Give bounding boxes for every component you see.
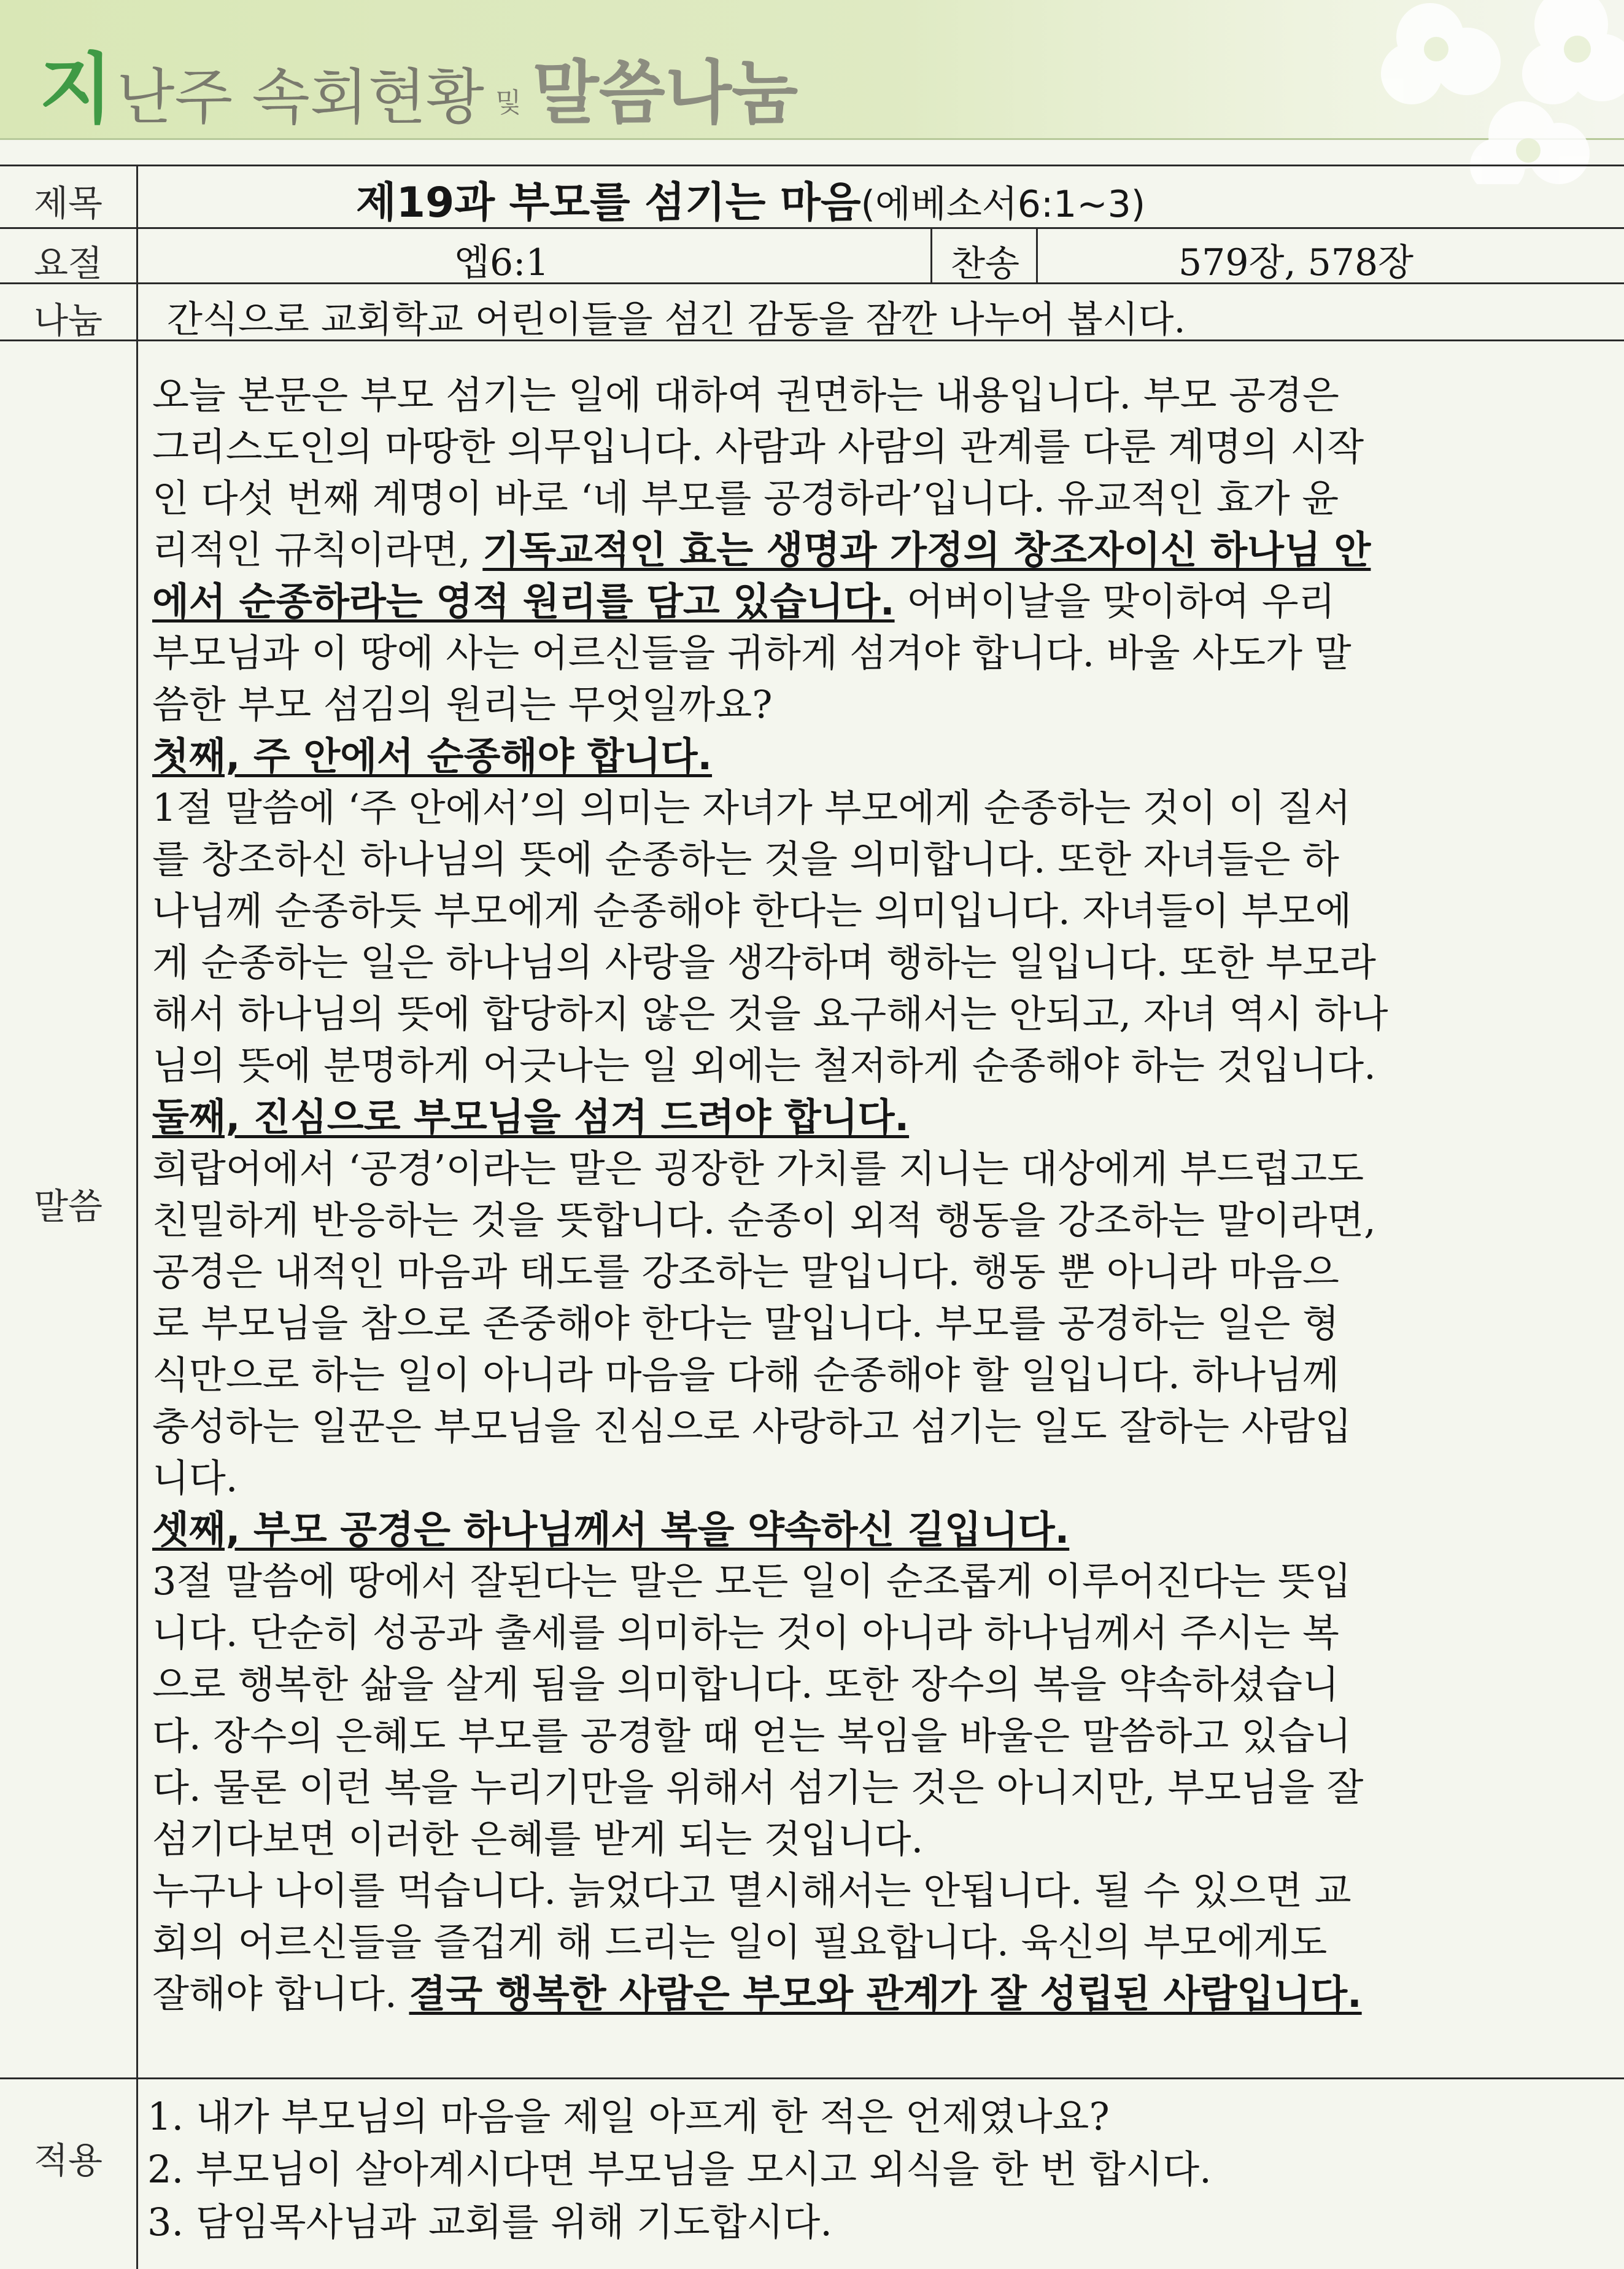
body-line: 다. 장수의 은혜도 부모를 공경할 때 얻는 복임을 바울은 말씀하고 있습니 xyxy=(152,1713,1351,1758)
content-table xyxy=(0,141,1624,2269)
emphasis-text: 에서 순종하라는 영적 원리를 담고 있습니다. xyxy=(152,579,895,624)
body-text: 어버이날을 맞이하여 우리 xyxy=(894,579,1336,624)
apply-item: 1. 내가 부모님의 마음을 제일 아프게 한 적은 언제였나요? xyxy=(147,2094,1110,2139)
body-line: 오늘 본문은 부모 섬기는 일에 대하여 권면하는 내용입니다. 부모 공경은 xyxy=(152,373,1339,417)
row-label-title: 제목 xyxy=(33,182,103,224)
hymn-label: 찬송 xyxy=(950,242,1020,284)
emphasis-text: 기독교적인 효는 생명과 가정의 창조자이신 하나님 안 xyxy=(482,527,1371,572)
body-line: 공경은 내적인 마음과 태도를 강조하는 말입니다. 행동 뿐 아니라 마음으 xyxy=(152,1249,1339,1294)
body-line: 를 창조하신 하나님의 뜻에 순종하는 것을 의미합니다. 또한 자녀들은 하 xyxy=(152,837,1339,882)
body-line: 니다. 단순히 성공과 출세를 의미하는 것이 아니라 하나님께서 주시는 복 xyxy=(152,1610,1339,1655)
table-rule xyxy=(1036,227,1038,284)
body-line xyxy=(152,576,1582,627)
body-line: 씀한 부모 섬김의 원리는 무엇일까요? xyxy=(152,682,773,727)
section-heading: 둘째, 진심으로 부모님을 섬겨 드려야 합니다. xyxy=(152,1095,910,1139)
apply-item: 3. 담임목사님과 교회를 위해 기도합시다. xyxy=(147,2200,832,2244)
row-label-verse: 요절 xyxy=(33,242,103,284)
memory-verse-value: 엡6:1 xyxy=(454,241,549,284)
body-text: 잘해야 합니다. xyxy=(152,1971,409,2016)
body-line: 섬기다보면 이러한 은혜를 받게 되는 것입니다. xyxy=(152,1817,924,1861)
body-line: 게 순종하는 일은 하나님의 사랑을 생각하며 행하는 일입니다. 또한 부모라 xyxy=(152,940,1376,985)
body-line: 희랍어에서 ‘공경’이라는 말은 굉장한 가치를 지니는 대상에게 부드럽고도 xyxy=(152,1146,1364,1191)
table-rule xyxy=(136,165,138,2269)
header-title-text: 난주 속회현황 xyxy=(116,63,484,133)
apply-item: 2. 부모님이 살아계시다면 부모님을 모시고 외식을 한 번 합시다. xyxy=(147,2147,1212,2192)
table-rule xyxy=(0,165,1624,166)
lesson-title-main: 제19과 부모를 섬기는 마음 xyxy=(356,179,861,227)
hymn-value: 579장, 578장 xyxy=(1178,241,1414,284)
row-label-share: 나눔 xyxy=(33,300,103,341)
body-line: 그리스도인의 마땅한 의무입니다. 사람과 사람의 관계를 다룬 계명의 시작 xyxy=(152,424,1364,469)
body-line: 부모님과 이 땅에 사는 어르신들을 귀하게 섬겨야 합니다. 바울 사도가 말 xyxy=(152,630,1351,675)
body-line: 1절 말씀에 ‘주 안에서’의 의미는 자녀가 부모에게 순종하는 것이 이 질서 xyxy=(152,785,1351,830)
body-line: 친밀하게 반응하는 것을 뜻합니다. 순종이 외적 행동을 강조하는 말이라면, xyxy=(152,1198,1376,1243)
body-line xyxy=(152,524,1582,576)
lesson-title-reference: (에베소서6:1~3) xyxy=(860,183,1146,226)
row-label-word: 말씀 xyxy=(33,1185,103,1227)
body-line: 님의 뜻에 분명하게 어긋나는 일 외에는 철저하게 순종해야 하는 것입니다. xyxy=(152,1043,1376,1088)
header-title-word: 말씀나눔 xyxy=(532,53,798,133)
table-rule xyxy=(930,227,932,284)
header-title xyxy=(39,11,798,134)
body-line: 회의 어르신들을 즐겁게 해 드리는 일이 필요합니다. 육신의 부모에게도 xyxy=(152,1920,1328,1965)
section-heading: 첫째, 주 안에서 순종해야 합니다. xyxy=(152,734,713,778)
body-line: 식만으로 하는 일이 아니라 마음을 다해 순종해야 할 일입니다. 하나님께 xyxy=(152,1352,1339,1397)
body-line: 로 부모님을 참으로 존중해야 한다는 말입니다. 부모를 공경하는 일은 형 xyxy=(152,1301,1339,1346)
header-title-conjunction: 및 xyxy=(495,87,522,118)
body-line: 니다. xyxy=(152,1456,238,1500)
body-line: 누구나 나이를 먹습니다. 늙었다고 멸시해서는 안됩니다. 될 수 있으면 교 xyxy=(152,1868,1351,1913)
emphasis-text: 결국 행복한 사람은 부모와 관계가 잘 성립된 사람입니다. xyxy=(409,1971,1362,2016)
body-line: 인 다섯 번째 계명이 바로 ‘네 부모를 공경하라’입니다. 유교적인 효가 윤 xyxy=(152,476,1339,521)
row-label-apply: 적용 xyxy=(33,2139,103,2181)
share-text: 간식으로 교회학교 어린이들을 섬긴 감동을 잠깐 나누어 봅시다. xyxy=(167,298,1186,341)
section-heading: 셋째, 부모 공경은 하나님께서 복을 약속하신 길입니다. xyxy=(152,1507,1070,1552)
body-line: 3절 말씀에 땅에서 잘된다는 말은 모든 일이 순조롭게 이루어진다는 뜻입 xyxy=(152,1559,1351,1604)
lesson-title xyxy=(356,169,1145,229)
body-line: 해서 하나님의 뜻에 합당하지 않은 것을 요구해서는 안되고, 자녀 역시 하나 xyxy=(152,991,1388,1036)
body-line: 다. 물론 이런 복을 누리기만을 위해서 섬기는 것은 아니지만, 부모님을 잘 xyxy=(152,1765,1364,1810)
body-line: 충성하는 일꾼은 부모님을 진심으로 사랑하고 섬기는 일도 잘하는 사람입 xyxy=(152,1404,1352,1449)
body-line: 나님께 순종하듯 부모에게 순종해야 한다는 의미입니다. 자녀들이 부모에 xyxy=(152,888,1352,933)
body-text: 리적인 규칙이라면, xyxy=(152,527,483,572)
body-line xyxy=(152,1968,1582,2020)
table-rule xyxy=(0,2077,1624,2079)
page-header xyxy=(0,0,1624,140)
header-title-first-letter: 지 xyxy=(39,45,113,134)
body-line: 으로 행복한 삶을 살게 됨을 의미합니다. 또한 장수의 복을 약속하셨습니 xyxy=(152,1662,1339,1707)
